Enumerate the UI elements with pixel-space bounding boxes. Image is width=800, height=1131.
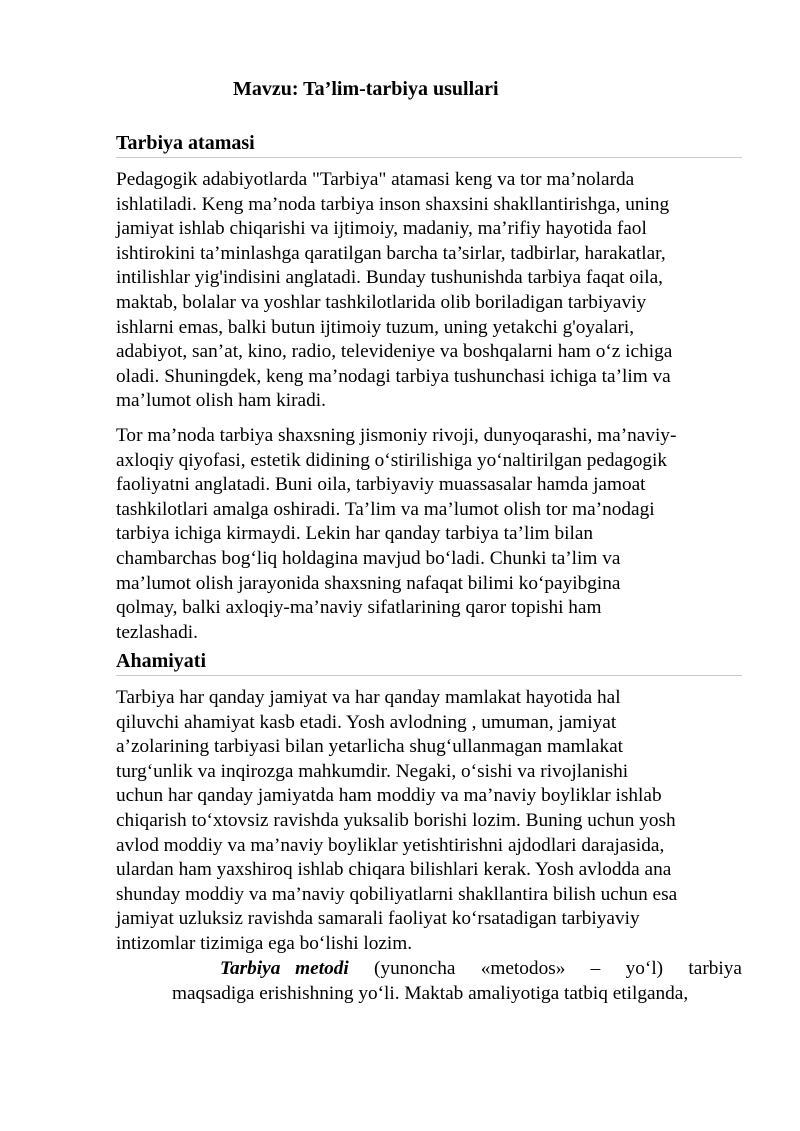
- section-divider: [116, 157, 742, 158]
- text-line: chiqarish to‘xtovsiz ravishda yuksalib borishi lozim. Buning uchun yosh: [116, 809, 676, 831]
- text-line: intilishlar yig'indisini anglatadi. Bunday tushunishda tarbiya faqat oila,: [116, 267, 664, 289]
- text-line: chambarchas bog‘liq holdagina mavjud bo‘ladi. Chunki ta’lim va: [116, 547, 621, 569]
- method-word: «metodos»: [480, 958, 566, 979]
- method-second-line: maqsadiga erishishning yo‘li. Maktab amaliyotiga tatbiq etilganda,: [172, 982, 689, 1004]
- text-line: qiluvchi ahamiyat kasb etadi. Yosh avlodning , umuman, jamiyat: [116, 711, 617, 733]
- section-heading-ahamiyati: Ahamiyati: [116, 650, 206, 672]
- text-line: Pedagogik adabiyotlarda "Tarbiya" atamasi keng va tor ma’nolarda: [116, 169, 635, 190]
- text-line: jamiyat uzluksiz ravishda samarali faoliyat ko‘rsatadigan tarbiyaviy: [116, 908, 640, 930]
- text-line: Tarbiya har qanday jamiyat va har qanday mamlakat hayotida hal: [116, 687, 621, 708]
- method-word: tarbiya: [688, 958, 742, 979]
- method-word: yo‘l): [625, 958, 664, 979]
- text-line: jamiyat ishlab chiqarishi va ijtimoiy, madaniy, ma’rifiy hayotida faol: [116, 218, 647, 240]
- text-line: turg‘unlik va inqirozga mahkumdir. Negaki, o‘sishi va rivojlanishi: [116, 760, 629, 782]
- text-line: faoliyatni anglatadi. Buni oila, tarbiyaviy muassasalar hamda jamoat: [116, 474, 646, 496]
- text-line: qolmay, balki axloqiy-ma’naviy sifatlarining qaror topishi ham: [116, 597, 602, 619]
- paragraph-tarbiya-keng-manoda: [116, 168, 672, 414]
- text-line: shunday moddiy va ma’naviy qobiliyatlarni shakllantira bilish uchun esa: [116, 883, 678, 905]
- text-line: ishlarni emas, balki butun ijtimoiy tuzum, uning yetakchi g'oyalari,: [116, 316, 635, 338]
- text-line: ma’lumot olish ham kiradi.: [116, 390, 326, 412]
- text-line: ishlatiladi. Keng ma’noda tarbiya inson shaxsini shakllantirishga, uning: [116, 193, 670, 215]
- paragraph-tarbiya-metodi: [172, 957, 742, 1006]
- method-word: –: [590, 958, 601, 979]
- text-line: tezlashadi.: [116, 621, 198, 643]
- text-line: a’zolarining tarbiyasi bilan yetarlicha shug‘ullanmagan mamlakat: [116, 736, 624, 758]
- section-heading-tarbiya-atamasi: Tarbiya atamasi: [116, 132, 255, 154]
- paragraph-ahamiyati: [116, 686, 677, 957]
- method-term: Tarbiya metodi: [220, 958, 349, 979]
- text-line: Tor ma’noda tarbiya shaxsning jismoniy rivoji, dunyoqarashi, ma’naviy-: [116, 425, 677, 446]
- text-line: tashkilotlari amalga oshiradi. Ta’lim va ma’lumot olish tor ma’nodagi: [116, 498, 655, 520]
- text-line: intizomlar tizimiga ega bo‘lishi lozim.: [116, 932, 413, 954]
- text-line: tarbiya ichiga kirmaydi. Lekin har qanday tarbiya ta’lim bilan: [116, 523, 594, 545]
- text-line: maktab, bolalar va yoshlar tashkilotlarida olib boriladigan tarbiyaviy: [116, 291, 647, 313]
- text-line: avlod moddiy va ma’naviy boyliklar yetishtirishni ajdodlari darajasida,: [116, 834, 665, 856]
- text-line: ulardan ham yaxshiroq ishlab chiqara bilishlari kerak. Yosh avlodda ana: [116, 859, 672, 881]
- paragraph-tarbiya-tor-manoda: [116, 424, 676, 645]
- text-line: axloqiy qiyofasi, estetik didining o‘stirilishiga yo‘naltirilgan pedagogik: [116, 449, 668, 471]
- section-divider: [116, 675, 742, 676]
- document-title: Mavzu: Ta’lim-tarbiya usullari: [233, 78, 499, 100]
- method-word: (yunoncha: [374, 958, 456, 979]
- text-line: ishtirokini ta’minlashga qaratilgan barcha ta’sirlar, tadbirlar, harakatlar,: [116, 242, 666, 264]
- method-first-line: [172, 957, 742, 982]
- text-line: adabiyot, san’at, kino, radio, televideniye va boshqalarni ham o‘z ichiga: [116, 341, 673, 363]
- text-line: uchun har qanday jamiyatda ham moddiy va ma’naviy boyliklar ishlab: [116, 785, 662, 807]
- text-line: ma’lumot olish jarayonida shaxsning nafaqat bilimi ko‘payibgina: [116, 572, 621, 594]
- text-line: oladi. Shuningdek, keng ma’nodagi tarbiya tushunchasi ichiga ta’lim va: [116, 365, 671, 387]
